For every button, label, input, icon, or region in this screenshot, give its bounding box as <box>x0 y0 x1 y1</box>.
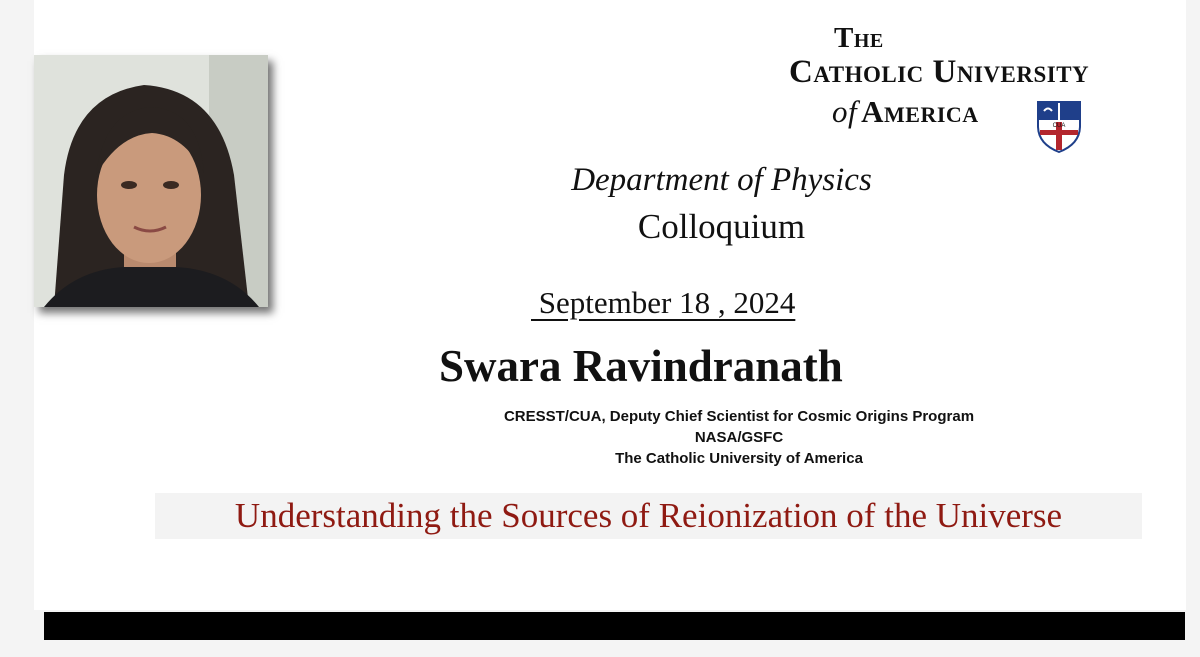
colloquium-slide <box>34 0 1186 610</box>
talk-title: Understanding the Sources of Reionization of the Universe <box>155 493 1142 539</box>
speaker-affiliation: The Catholic University of America <box>615 450 863 467</box>
speaker-photo <box>34 55 268 307</box>
bottom-bar <box>44 612 1185 640</box>
university-logo <box>784 20 1144 160</box>
speaker-affiliation: CRESST/CUA, Deputy Chief Scientist for Cosmic Origins Program <box>503 408 975 425</box>
crest-text: CUA <box>1052 123 1066 129</box>
event-type: Colloquium <box>637 207 806 246</box>
event-date: September 18 , 2024 <box>531 285 796 320</box>
speaker-photo-illustration <box>34 55 268 307</box>
speaker-name: Swara Ravindranath <box>439 341 843 391</box>
logo-line-of-america <box>832 94 979 130</box>
speaker-affiliation: NASA/GSFC <box>694 429 784 446</box>
logo-of: of <box>832 94 858 129</box>
university-crest-icon <box>1036 100 1082 154</box>
logo-line-the: The <box>834 22 884 54</box>
department-name: Department of Physics <box>571 162 872 198</box>
logo-america: America <box>861 94 979 129</box>
logo-line-catholic-university: Catholic University <box>789 54 1090 90</box>
